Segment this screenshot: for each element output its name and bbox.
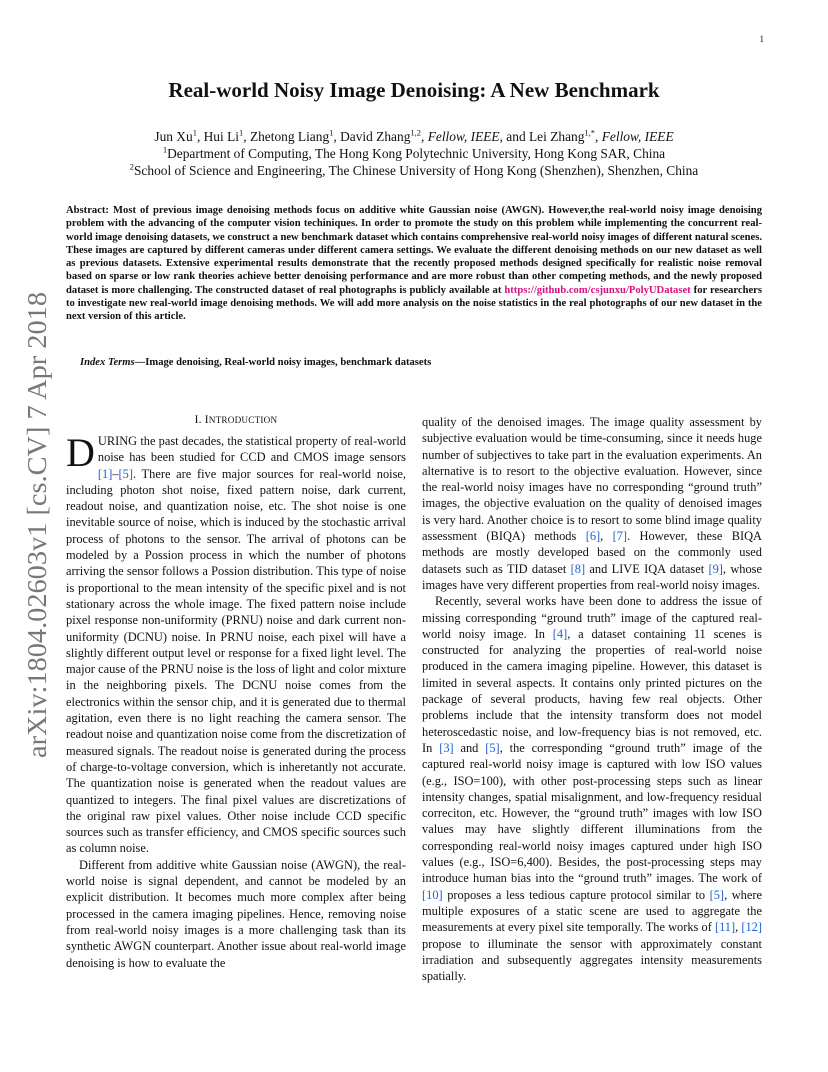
section-heading-introduction xyxy=(66,414,406,426)
affiliation-text: School of Science and Engineering, The Chinese University of Hong Kong (Shenzhen), Shenzhen, China xyxy=(133,163,699,178)
affiliation-mark: 1 xyxy=(162,144,168,155)
intro-paragraph-3 xyxy=(422,414,762,593)
author-affiliation-mark: 1,* xyxy=(584,127,596,138)
author-affiliation-mark: 1,2 xyxy=(410,127,422,138)
citation-link[interactable]: [8] xyxy=(570,561,586,576)
citation-link[interactable]: [11] xyxy=(714,920,736,935)
paragraph-text: , the corresponding “ground truth” image of the captured real-world noisy image is captured with low ISO values (e.g., ISO=100), with other post-processing steps such as linear intensity changes, spatial misalignment, and low-frequency residual correciton, etc. However, the “ground truth” images with low ISO values may have slightly different illuminations from the corresponding real-world noisy images captured under high ISO values (e.g., ISO=6,400). Besides, the post-processing steps may introduce human bias into the “ground truth” images. The work of xyxy=(422,740,762,886)
author-name: Lei Zhang xyxy=(529,129,585,144)
citation-link[interactable]: [3] xyxy=(439,740,454,755)
author-separator: , xyxy=(243,129,250,144)
citation-link[interactable]: [6] xyxy=(585,529,601,544)
author-separator: , xyxy=(595,129,602,144)
paragraph-text: URING the past decades, the statistical property of real-world noise has been studied for CCD and CMOS image sensors xyxy=(97,434,406,465)
index-terms-text: —Image denoising, Real-world noisy images, benchmark datasets xyxy=(134,357,432,368)
abstract-text-end: for researchers to investigate new real-world image denoising methods. We will add more analysis on the noise statistics in the real photographs of our new dataset in the next version of this article. xyxy=(66,284,762,322)
author-separator: , and xyxy=(499,129,529,144)
index-terms-label: Index Terms xyxy=(80,357,135,368)
paragraph-text: propose to illuminate the sensor with approximately constant irradiation and subsequently aggregates intensity measurements spatially. xyxy=(422,936,762,984)
paragraph-text: and LIVE IQA dataset xyxy=(585,561,709,576)
paragraph-text: – xyxy=(112,466,119,481)
paragraph-text: , a dataset containing 11 scenes is constructed for analyzing the properties of real-world noise produced in the camera imaging pipeline. However, this dataset is limited in several aspects. It contains only printed pictures on the package of several products, having few real objects. Other problems include that the intensity transform does not model heteroscedastic noise, and low-frequency bias is not removed, etc. In xyxy=(422,626,763,755)
intro-paragraph-4 xyxy=(422,593,762,984)
arxiv-side-stamp xyxy=(10,290,56,760)
paragraph-text: Recently, several works have been done to address the issue of missing corresponding “ground truth” image of the captured real-world noisy image. In xyxy=(422,594,762,641)
affiliation-mark: 2 xyxy=(129,161,134,172)
section-first-letter: I xyxy=(204,414,209,426)
paper-title: Real-world Noisy Image Denoising: A New Benchmark xyxy=(168,78,660,102)
drop-cap: D xyxy=(66,430,95,475)
author-block xyxy=(0,128,828,179)
author-name: Jun Xu xyxy=(154,129,193,144)
author-affiliation-mark: 1 xyxy=(192,127,197,138)
section-rest: NTRODUCTION xyxy=(208,415,278,425)
paragraph-text: and xyxy=(453,740,486,755)
arxiv-stamp-text: arXiv:1804.02603v1 [cs.CV] 7 Apr 2018 xyxy=(21,305,52,758)
abstract xyxy=(66,204,762,323)
author-list xyxy=(0,128,828,145)
paragraph-text: , whose images have very different properties from real-world noisy images. xyxy=(422,561,762,592)
index-terms xyxy=(80,357,762,368)
citation-link[interactable]: [7] xyxy=(612,529,628,544)
author-separator: , xyxy=(196,129,204,144)
citation-link[interactable]: [5] xyxy=(709,887,725,902)
affiliation-2 xyxy=(0,162,828,179)
paragraph-text: , xyxy=(600,529,613,544)
author-fellow-title: Fellow, IEEE xyxy=(427,129,500,144)
citation-link[interactable]: [12] xyxy=(741,920,762,935)
paragraph-text: quality of the denoised images. The image quality assessment by subjective evaluation would be time-consuming, since it needs huge number of subjectives to take part in the evaluation experiments. An alternative is to resort to the objective evaluation. However, since the real-world noisy images have no corresponding “ground truth” images, the objective evaluation on the quality of denoised images is very hard. Another choice is to resort to some blind image quality assessment (BIQA) methods xyxy=(422,415,762,544)
paragraph-text: , where multiple exposures of a static scene are used to aggregate the measurements at every pixel site temporally. The works of xyxy=(422,887,763,935)
citation-link[interactable]: [1] xyxy=(97,466,113,481)
author-fellow-title: Fellow, IEEE xyxy=(601,129,674,144)
affiliation-text: Department of Computing, The Hong Kong Polytechnic University, Hong Kong SAR, China xyxy=(167,146,666,161)
citation-link[interactable]: [10] xyxy=(422,887,443,902)
intro-paragraph-2: Different from additive white Gaussian noise (AWGN), the real-world noise is signal dependent, and cannot be modeled by an explicit distribution. It becomes much more complex after being processed in the camera imaging pipelines. Hence, removing noise from real-world noisy images is a more challenging task than its synthetic AWGN counterpart. Another issue about real-world image denoising is how to evaluate the xyxy=(66,857,406,970)
intro-paragraph-1 xyxy=(66,430,406,857)
abstract-text: Abstract: Most of previous image denoising methods focus on additive white Gaussian noise (AWGN). However,the real-world noisy image denoising problem with the advancing of the computer vision techiniques. In order to promote the study on this problem while implementing the concurrent real-world image denoising datasets, we construct a new benchmark dataset which contains comprehensive real-world noisy images of different natural scenes. These images are captured by different cameras under different camera settings. We evaluate the different denoising methods on our new dataset as well as previous datasets. Extensive experimental results demonstrate that the recently proposed methods designed specifically for realistic noise removal based on sparse or low rank theories achieve better denoising performance and are more robust than other competing methods, and the newly proposed dataset is more challenging. The constructed dataset of real photographs is publicly available at xyxy=(66,205,762,296)
paragraph-text: proposes a less tedious capture protocol similar to xyxy=(442,887,710,902)
left-column xyxy=(66,414,406,971)
author-separator: , xyxy=(333,129,341,144)
paragraph-text: . There are five major sources for real-world noise, including photon shot noise, fixed pattern noise, dark current, readout noise, and quantization noise, etc. The shot noise is one inevitable source of noise, which is induced by the stochastic arrival process of photons to the sensor. The arrival of photons can be modeled by a Possion process in which the number of photons arriving the sensor follows a Possion distribution. This type of noise is proportional to the mean intensity of the specific pixel and is not stationary across the whole image. The fixed pattern noise include pixel response non-uniformity (PRNU) noise and dark current non-uniformity (DCNU) noise. In PRNU noise, each pixel will have a slightly different output level or response for a fixed light level. The major cause of the PRNU noise is the loss of light and color mixture in the neighboring pixels. The DCNU noise comes from the electronics within the sensor chip, and it is generated due to thermal agitation, even there is no light reaching the camera sensor. The readout noise and quantization noise come from the discretization of measured signals. The readout noise is generated during the process of charge-to-voltage conversion, which is inheretantly not accurate. The quantization noise is generated when the readout values are quantized to integers. The final pixel values are discretizations of the original raw pixel values. Other noise include CCD specific sources such as transfer efficiency, and CMOS specific sources such as column noise. xyxy=(66,466,406,856)
author-affiliation-mark: 1 xyxy=(238,127,244,138)
author-affiliation-mark: 1 xyxy=(329,127,334,138)
page-number: 1 xyxy=(759,34,764,44)
author-separator: , xyxy=(421,129,428,144)
citation-link[interactable]: [5] xyxy=(118,466,133,481)
paragraph-text: . However, these BIQA methods are mostly developed based on the commonly used datasets such as TID dataset xyxy=(422,529,763,576)
dataset-link[interactable]: https://github.com/csjunxu/PolyUDataset xyxy=(504,284,691,296)
author-name: Zhetong Liang xyxy=(249,129,330,144)
affiliation-1 xyxy=(0,145,828,162)
citation-link[interactable]: [9] xyxy=(708,561,723,576)
paragraph-text: , xyxy=(735,920,742,935)
author-name: Hui Li xyxy=(203,129,239,144)
citation-link[interactable]: [4] xyxy=(552,626,568,641)
author-name: David Zhang xyxy=(340,129,411,144)
section-numeral: I. xyxy=(194,414,205,426)
right-column xyxy=(422,414,762,984)
citation-link[interactable]: [5] xyxy=(485,740,500,755)
